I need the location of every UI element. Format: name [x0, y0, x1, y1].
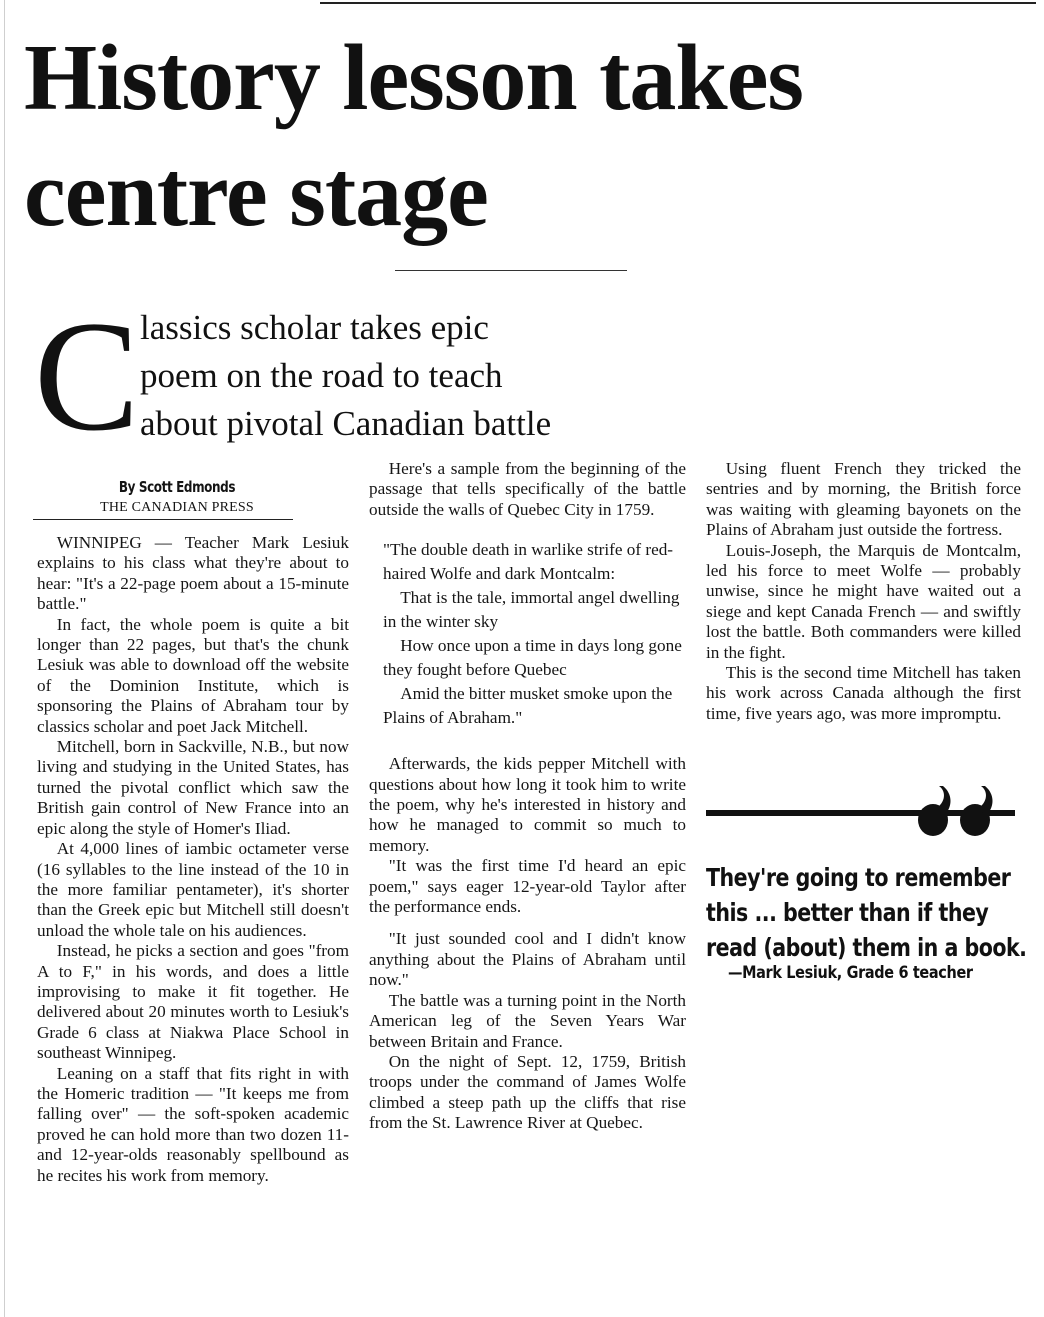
headline [24, 20, 1034, 252]
headline-line-1: History lesson takes [24, 26, 803, 130]
paragraph: WINNIPEG — Teacher Mark Lesiuk explains to his class what they're about to hear: "It's a 22-page poem about a 15-minute battle." [37, 533, 349, 614]
paragraph: Afterwards, the kids pepper Mitchell with questions about how long it took him to write the poem, why he's interested in history and how he managed to commit so much to memory. [369, 754, 686, 855]
deck-line-1: lassics scholar takes epic [140, 308, 489, 347]
paragraph: "It just sounded cool and I didn't know anything about the Plains of Abraham until now." [369, 929, 686, 990]
headline-rule [395, 270, 627, 271]
deck-line-2: poem on the road to teach [140, 356, 503, 395]
paragraph: Leaning on a staff that fits right in with the Homeric tradition — "It keeps me from falling over" — the soft-spoken academic proved he can hold more than two dozen 11- and 12-year-olds reasonably spellbound as he recites his work from memory. [37, 1063, 349, 1185]
pull-quote-line-2: this ... better than if they [706, 898, 989, 927]
headline-line-2: centre stage [24, 142, 488, 246]
drop-cap: C [34, 289, 140, 464]
paragraph: Mitchell, born in Sackville, N.B., but now living and studying in the United States, has turned the pivotal conflict which saw the British gain control of New France into an epic along the style of Homer's Iliad. [37, 737, 349, 838]
pull-quote-line-3: read (about) them in a book. [706, 933, 1027, 962]
paragraph: Instead, he picks a section and goes "from A to F," in his words, and does a little improvising to make it fit together. He delivered about 20 minutes worth to Lesiuk's Grade 6 class at Niakwa Place School in southeast Winnipeg. [37, 941, 349, 1063]
deck-text [140, 304, 551, 448]
paragraph: The battle was a turning point in the North American leg of the Seven Years War between Britain and France. [369, 990, 686, 1051]
byline [62, 478, 292, 516]
poem-stanza: How once upon a time in days long gone they fought before Quebec [383, 636, 682, 680]
byline-rule [33, 519, 293, 520]
paragraph: "It was the first time I'd heard an epic poem," says eager 12-year-old Taylor after the performance ends. [369, 856, 686, 917]
byline-agency: THE CANADIAN PRESS [100, 500, 254, 515]
paragraph: This is the second time Mitchell has taken his work across Canada although the first time, five years ago, was more impromptu. [706, 663, 1021, 723]
top-rule [320, 2, 1036, 4]
paragraph: Louis-Joseph, the Marquis de Montcalm, led his force to meet Wolfe — probably unwise, since he might have waited out a siege and kept Canada French — and swiftly lost the battle. Both commanders were killed in the fight. [706, 540, 1021, 662]
paragraph: On the night of Sept. 12, 1759, British troops under the command of James Wolfe climbed a steep path up the cliffs that rise from the St. Lawrence River at Quebec. [369, 1051, 686, 1133]
paragraph: In fact, the whole poem is quite a bit longer than 22 pages, but that's the chunk Lesiuk was able to download off the website of the Dominion Institute, which is sponsoring the Plains of Abraham tour by classics scholar and poet Jack Mitchell. [37, 614, 349, 736]
article-column-3 [706, 459, 1021, 724]
quotation-mark-icon [913, 786, 999, 842]
article-column-2 [369, 459, 686, 1134]
poem-stanza: Amid the bitter musket smoke upon the Plains of Abraham." [383, 684, 673, 728]
poem-stanza: That is the tale, immortal angel dwelling in the winter sky [383, 588, 680, 632]
byline-author: By Scott Edmonds [118, 478, 236, 496]
pull-quote-attribution: —Mark Lesiuk, Grade 6 teacher [728, 963, 973, 983]
spacer [369, 917, 686, 929]
pull-quote-line-1: They're going to remember [706, 863, 1011, 892]
poem-excerpt [383, 538, 686, 730]
paragraph: At 4,000 lines of iambic octameter verse (16 syllables to the line instead of the 10 in the more familiar pentameter), it's shorter than the Greek epic but Mitchell still doesn't unload the whole tale on his audiences. [37, 839, 349, 940]
page-edge [4, 0, 5, 1317]
article-column-1 [37, 533, 349, 1186]
pull-quote [706, 860, 1036, 965]
paragraph: Here's a sample from the beginning of the passage that tells specifically of the battle outside the walls of Quebec City in 1759. [369, 459, 686, 519]
poem-stanza: "The double death in warlike strife of red-haired Wolfe and dark Montcalm: [383, 540, 674, 584]
paragraph: Using fluent French they tricked the sentries and by morning, the British force was waiting with gleaming bayonets on the Plains of Abraham just outside the fortress. [706, 459, 1021, 540]
deck [34, 289, 674, 464]
deck-line-3: about pivotal Canadian battle [140, 404, 552, 443]
